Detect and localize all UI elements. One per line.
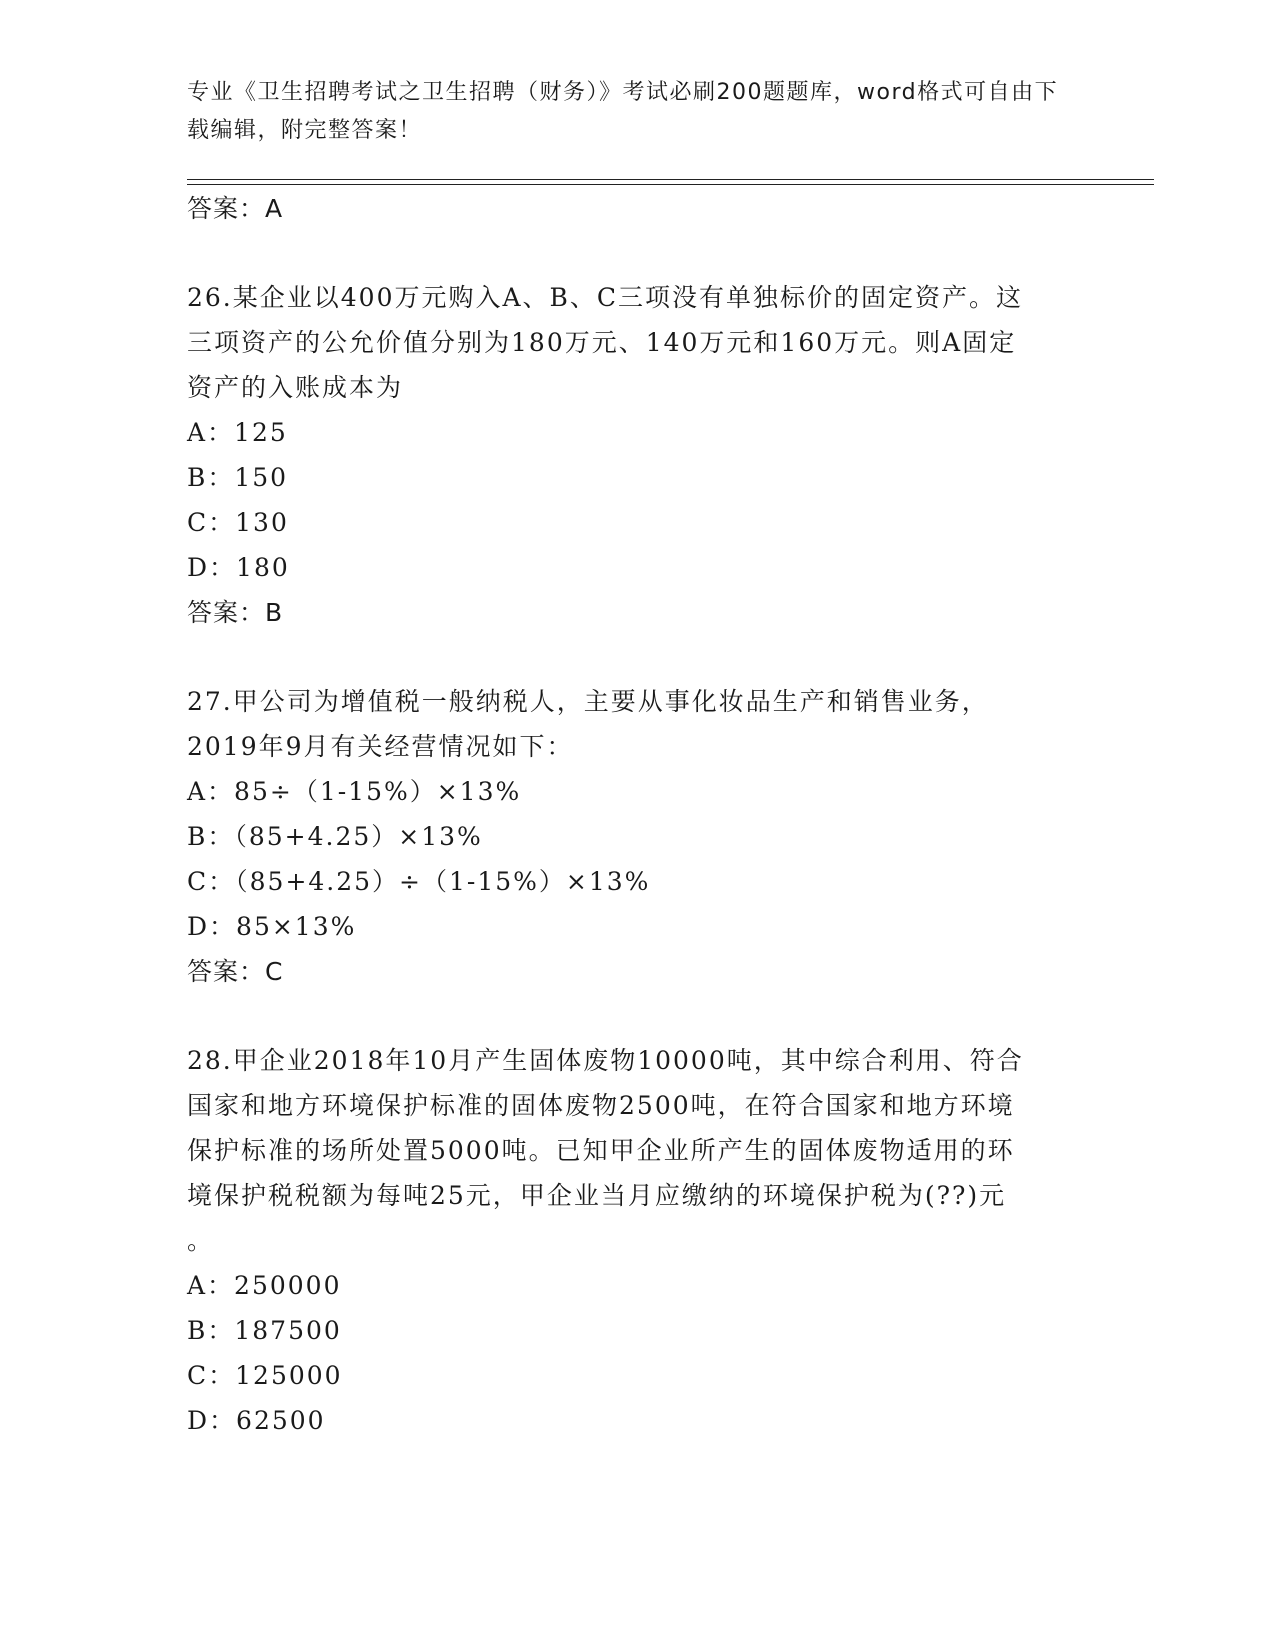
q27-option-d: D：85×13% (187, 912, 357, 941)
q28-option-d: D：62500 (187, 1406, 326, 1435)
header-divider-bottom (187, 184, 1154, 185)
q26-option-b: B：150 (187, 463, 289, 492)
q28-stem-line-5: 。 (187, 1226, 215, 1255)
q27-stem-line-2: 2019年9月有关经营情况如下： (187, 732, 574, 761)
q27-stem-line-1: 27.甲公司为增值税一般纳税人，主要从事化妆品生产和销售业务， (187, 687, 989, 716)
q28-option-b: B：187500 (187, 1316, 342, 1345)
q27-option-b: B：（85+4.25）×13% (187, 822, 483, 851)
answer-q25: 答案：A (187, 194, 284, 223)
q26-stem-line-1: 26.某企业以400万元购入A、B、C三项没有单独标价的固定资产。这 (187, 283, 1024, 312)
q26-stem-line-3: 资产的入账成本为 (187, 373, 404, 402)
answer-q26: 答案：B (187, 598, 284, 627)
q28-stem-line-2: 国家和地方环境保护标准的固体废物2500吨，在符合国家和地方环境 (187, 1091, 1015, 1120)
q28-stem-line-3: 保护标准的场所处置5000吨。已知甲企业所产生的固体废物适用的环 (187, 1136, 1015, 1165)
q28-stem-line-1: 28.甲企业2018年10月产生固体废物10000吨，其中综合利用、符合 (187, 1046, 1024, 1075)
q27-option-c: C：（85+4.25）÷（1-15%）×13% (187, 867, 651, 896)
q28-stem-line-4: 境保护税税额为每吨25元，甲企业当月应缴纳的环境保护税为(??)元 (187, 1181, 1007, 1210)
answer-q27: 答案：C (187, 957, 284, 986)
header-divider-top (187, 179, 1154, 180)
q26-option-d: D：180 (187, 553, 290, 582)
q27-option-a: A：85÷（1-15%）×13% (187, 777, 522, 806)
q26-option-c: C：130 (187, 508, 289, 537)
q28-option-a: A：250000 (187, 1271, 342, 1300)
q28-option-c: C：125000 (187, 1361, 343, 1390)
q26-stem-line-2: 三项资产的公允价值分别为180万元、140万元和160万元。则A固定 (187, 328, 1017, 357)
document-header: 专业《卫生招聘考试之卫生招聘（财务）》考试必刷200题题库，word格式可自由下载编辑，附完整答案！ (187, 80, 1059, 143)
q26-option-a: A：125 (187, 418, 288, 447)
